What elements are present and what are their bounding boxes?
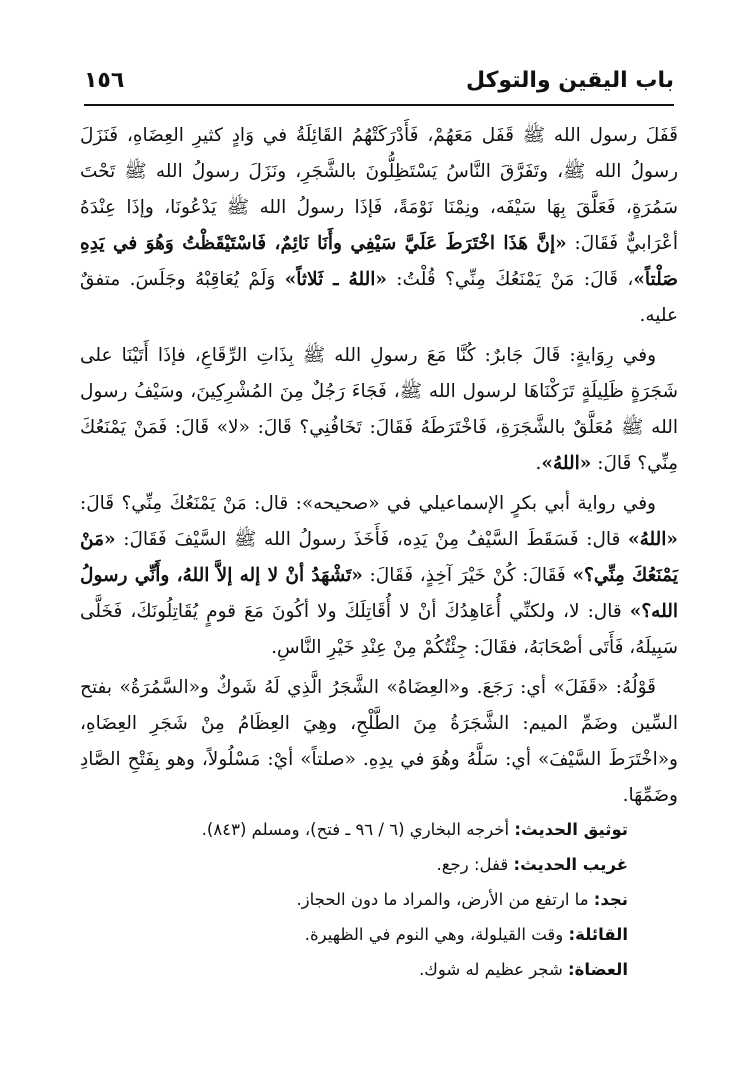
note-text: ما ارتفع من الأرض، والمراد ما دون الحجاز. (296, 890, 594, 909)
note-najd (80, 882, 628, 917)
paragraph-narration-3 (80, 486, 678, 666)
text-segment: وفي رواية أبي بكرٍ الإسماعيلي في «صحيحه»: قال: مَنْ يَمْنَعُكَ مِنِّي؟ قَالَ: (80, 493, 656, 514)
text-segment: ، قَالَ: مَنْ يَمْنَعُكَ مِنِّي؟ قُلْتُ: (386, 269, 634, 290)
note-idah (80, 952, 628, 987)
page-header (84, 64, 674, 100)
text-segment-bold: «مَنْ يَمْنَعُكَ مِنِّي؟» (80, 529, 678, 586)
text-segment-bold: «إنَّ هَذَا اخْتَرَطَ عَلَيَّ سَيْفِي وأَنَا نَائِمٌ، فَاسْتَيْقَظْتُ وَهُوَ في يَدِهِ صَلْتاً» (80, 233, 678, 290)
text-segment-bold: «اللهُ ـ ثَلاثاً» (284, 269, 387, 290)
paragraph-hadith-main (80, 118, 678, 334)
note-text: شجر عظيم له شوك. (419, 960, 569, 979)
note-label: توثيق الحديث: (514, 820, 628, 839)
text-segment-bold: «اللهُ» (628, 529, 678, 550)
note-vocabulary (80, 847, 628, 882)
note-label: غريب الحديث: (513, 855, 628, 874)
text-segment: . (535, 453, 542, 474)
notes-section (80, 812, 628, 987)
note-label: العضاة: (568, 960, 628, 979)
chapter-title: باب اليقين والتوكل (465, 68, 674, 93)
note-label: نجد: (593, 890, 628, 909)
text-segment: قَفَلَ رسول الله ﷺ قَفَل مَعَهُمْ، فَأَدْرَكَتْهُمُ القَائِلَةُ في وَادٍ كثيرِ العِضَاهِ، فَنَزَلَ رسولُ الله ﷺ، وتَفَرَّقَ النَّاسُ يَسْتَظِلُّونَ بالشَّجَرِ، ونَزَلَ رسولُ الله ﷺ تَحْتَ سَمُرَةٍ، فَعَلَّقَ بِهَا سَيْفَه، ونِمْنَا نَوْمَةً، فَإذَا رسولُ الله ﷺ يَدْعُونَا، وإذَا عِنْدَهُ أعْرَابيٌّ فَقَالَ: (80, 125, 678, 254)
note-label: القائلة: (568, 925, 628, 944)
paragraph-explanation (80, 670, 678, 814)
text-segment: وفي رِوَايةٍ: قَالَ جَابرٌ: كُنَّا مَعَ رسولِ الله ﷺ بِذَاتِ الرِّقَاعِ، فإذَا أَتَيْنَا على شَجَرَةٍ ظَلِيلَةٍ تَرَكْنَاهَا لرسول الله ﷺ، فَجَاءَ رَجُلٌ مِنَ المُشْرِكِينَ، وسَيْفُ رسول الله ﷺ مُعَلَّقٌ بالشَّجَرَةِ، فَاخْتَرَطَهُ فَقَالَ: تَخَافُنِي؟ قَالَ: «لا» قَالَ: فَمَنْ يَمْنَعُكَ مِنِّي؟ قَالَ: (80, 345, 678, 474)
text-segment: فَقَالَ: كُنْ خَيْرَ آخِذٍ، فَقَالَ: (362, 565, 573, 586)
text-segment-bold: «اللهُ» (541, 453, 592, 474)
paragraph-narration-2 (80, 338, 678, 482)
text-segment-bold: «تَشْهَدُ أنْ لا إله إلاَّ اللهُ، وأَنِّي رسولُ الله؟» (80, 565, 678, 622)
page-number: ١٥٦ (84, 68, 125, 93)
note-qaila (80, 917, 628, 952)
note-text: وقت القيلولة، وهي النوم في الظهيرة. (304, 925, 569, 944)
text-segment: وَلَمْ يُعَاقِبْهُ وجَلَسَ. متفقٌ عليه. (80, 269, 678, 326)
header-divider (84, 104, 674, 106)
main-text (80, 118, 678, 818)
text-segment: قَوْلُهُ: «قَفَلَ» أي: رَجَعَ. و«العِضَاهُ» الشَّجَرُ الَّذِي لَهُ شَوكٌ و«السَّمُرَةُ» بفتح السِّين وضَمِّ الميم: الشَّجَرَةُ مِنَ الطَّلْحِ، وهِيَ العِظَامُ مِنْ شَجَرِ العِضَاهِ، و«اخْتَرَطَ السَّيْفَ» أي: سَلَّهُ وهُوَ في يدِهِ. «صلتاً» أيْ: مَسْلُولاً، وهو بِفَتْحِ الصَّادِ وضَمِّهَا. (80, 677, 678, 806)
note-text: قفل: رجع. (436, 855, 514, 874)
note-documentation (80, 812, 628, 847)
note-text: أخرجه البخاري (٦ / ٩٦ ـ فتح)، ومسلم (٨٤٣). (201, 820, 515, 839)
text-segment: قال: لا، ولكنِّي أُعَاهِدُكَ أنْ لا أُقَاتِلَكَ ولا أكُونَ مَعَ قومٍ يُقَاتِلُونَكَ، فَخَلَّى سَبِيلَهُ، فَأَتَى أصْحَابَهُ، فقَالَ: جِئْتُكُمْ مِنْ عِنْدِ خَيْرِ النَّاسِ. (80, 601, 678, 658)
text-segment: قال: فَسَقَطَ السَّيْفُ مِنْ يَدِه، فَأَخَذَ رسولُ الله ﷺ السَّيْفَ فَقَالَ: (115, 529, 629, 550)
